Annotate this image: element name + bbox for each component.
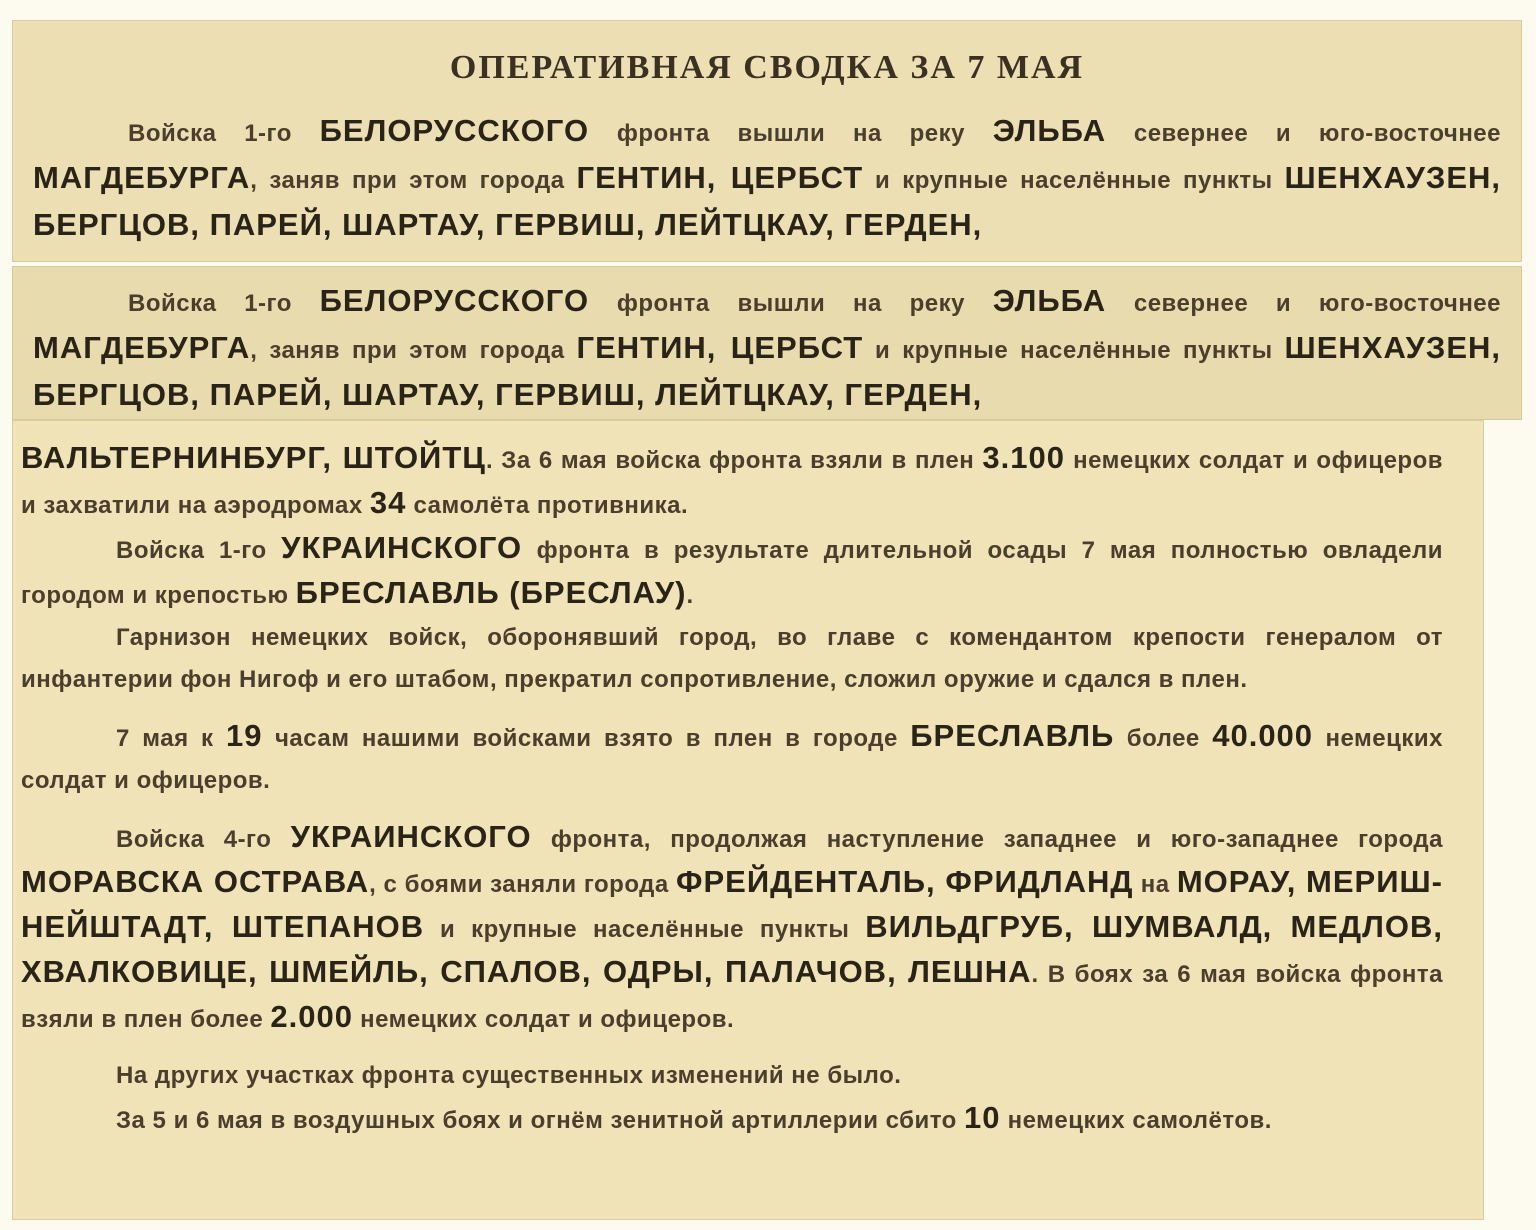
headline: ОПЕРАТИВНАЯ СВОДКА ЗА 7 МАЯ xyxy=(449,49,1085,86)
city-name: МОРАВСКА ОСТРАВА xyxy=(21,864,370,899)
text-run: . xyxy=(686,582,694,609)
clipping-main xyxy=(12,420,1484,1220)
text-run: , заняв при этом города xyxy=(250,167,577,194)
breslau-paragraph xyxy=(21,527,1443,617)
text-run: фронта вышли на реку xyxy=(589,290,993,317)
text-run: За 5 и 6 мая в воздушных боях и огнём зенитной артиллерии сбито xyxy=(116,1107,964,1134)
fourth-front-paragraph xyxy=(21,816,1443,1041)
hour-value: 19 xyxy=(226,718,263,753)
air-paragraph xyxy=(21,1097,1443,1142)
garrison-paragraph: Гарнизон немецких войск, оборонявший город, во главе с комендантом крепости генералом от инфантерии фон Нигоф и его штабом, прекратил сопротивление, сложил оружие и сдался в плен. xyxy=(21,624,1443,693)
intro-paragraph-duplicate xyxy=(33,279,1501,420)
other-sectors-paragraph: На других участках фронта существенных изменений не было. xyxy=(116,1062,902,1089)
city-names: ФРЕЙДЕНТАЛЬ, ФРИДЛАНД xyxy=(676,864,1134,899)
text-run: часам нашими войсками взято в плен в городе xyxy=(262,725,911,752)
settlement-names: ШЕНХАУЗЕН, БЕРГЦОВ, ПАРЕЙ, ШАРТАУ, ГЕРВИШ, ЛЕЙТЦКАУ, ГЕРДЕН, xyxy=(33,330,1502,412)
text-run: и крупные населённые пункты xyxy=(863,167,1285,194)
clipping-duplicate xyxy=(12,266,1522,420)
text-run: фронта в результате длительной осады 7 мая полностью овладели городом и крепостью xyxy=(21,537,1443,609)
text-run: немецких солдат и офицеров. xyxy=(352,1006,735,1033)
text-run: немецких солдат и офицеров и захватили на аэродромах xyxy=(21,447,1443,519)
text-run: , с боями заняли города xyxy=(369,871,677,898)
river-name: ЭЛЬБА xyxy=(992,283,1107,318)
text-run: , заняв при этом города xyxy=(250,337,577,364)
text-run: более xyxy=(1114,725,1213,752)
city-names: ГЕНТИН, ЦЕРБСТ xyxy=(576,330,864,365)
front-name: УКРАИНСКОГО xyxy=(290,819,532,854)
continuation-paragraph xyxy=(21,437,1443,527)
text-run: и крупные населённые пункты xyxy=(424,916,866,943)
prisoner-count: 3.100 xyxy=(982,440,1065,475)
text-run: севернее и юго-восточнее xyxy=(1106,290,1502,317)
aircraft-count: 10 xyxy=(964,1100,1001,1135)
clipping-top xyxy=(12,20,1522,262)
city-name: БРЕСЛАВЛЬ (БРЕСЛАУ) xyxy=(295,575,687,610)
aircraft-count: 34 xyxy=(369,485,407,520)
prisoners-paragraph xyxy=(21,715,1443,802)
text-run: и крупные населённые пункты xyxy=(863,337,1285,364)
text-run: Войска 4-го xyxy=(116,826,291,853)
prisoner-count: 40.000 xyxy=(1212,718,1314,753)
text-run: . За 6 мая войска фронта взяли в плен xyxy=(485,447,983,474)
settlement-names: ВАЛЬТЕРНИНБУРГ, ШТОЙТЦ xyxy=(21,440,486,475)
text-run: немецких самолётов. xyxy=(1000,1107,1272,1134)
text-run: . В боях за 6 мая войска фронта взяли в плен более xyxy=(21,961,1443,1033)
intro-paragraph xyxy=(33,109,1501,250)
text-run: севернее и юго-восточнее xyxy=(1106,120,1502,147)
settlement-names: ШЕНХАУЗЕН, БЕРГЦОВ, ПАРЕЙ, ШАРТАУ, ГЕРВИШ, ЛЕЙТЦКАУ, ГЕРДЕН, xyxy=(33,160,1502,242)
city-names: МОРАУ, МЕРИШ-НЕЙШТАДТ, ШТЕПАНОВ xyxy=(21,864,1443,944)
city-name: БРЕСЛАВЛЬ xyxy=(910,718,1115,753)
city-names: ГЕНТИН, ЦЕРБСТ xyxy=(576,160,864,195)
text-run: Войска 1-го xyxy=(128,120,320,147)
text-run: самолёта противника. xyxy=(406,492,689,519)
city-name: МАГДЕБУРГА xyxy=(33,160,251,195)
text-run: фронта, продолжая наступление западнее и юго-западнее города xyxy=(531,826,1443,853)
text-run: Войска 1-го xyxy=(116,537,282,564)
text-run: фронта вышли на реку xyxy=(589,120,993,147)
text-run: Войска 1-го xyxy=(128,290,320,317)
text-run: немецких солдат и офицеров. xyxy=(21,725,1443,794)
front-name: БЕЛОРУССКОГО xyxy=(319,283,590,318)
front-name: БЕЛОРУССКОГО xyxy=(319,113,590,148)
text-run: на xyxy=(1133,871,1177,898)
river-name: ЭЛЬБА xyxy=(992,113,1107,148)
city-name: МАГДЕБУРГА xyxy=(33,330,251,365)
front-name: УКРАИНСКОГО xyxy=(281,530,523,565)
settlement-names: ВИЛЬДГРУБ, ШУМВАЛД, МЕДЛОВ, ХВАЛКОВИЦЕ, ШМЕЙЛЬ, СПАЛОВ, ОДРЫ, ПАЛАЧОВ, ЛЕШНА xyxy=(21,909,1444,989)
text-run: 7 мая к xyxy=(116,725,227,752)
prisoner-count: 2.000 xyxy=(270,999,353,1034)
